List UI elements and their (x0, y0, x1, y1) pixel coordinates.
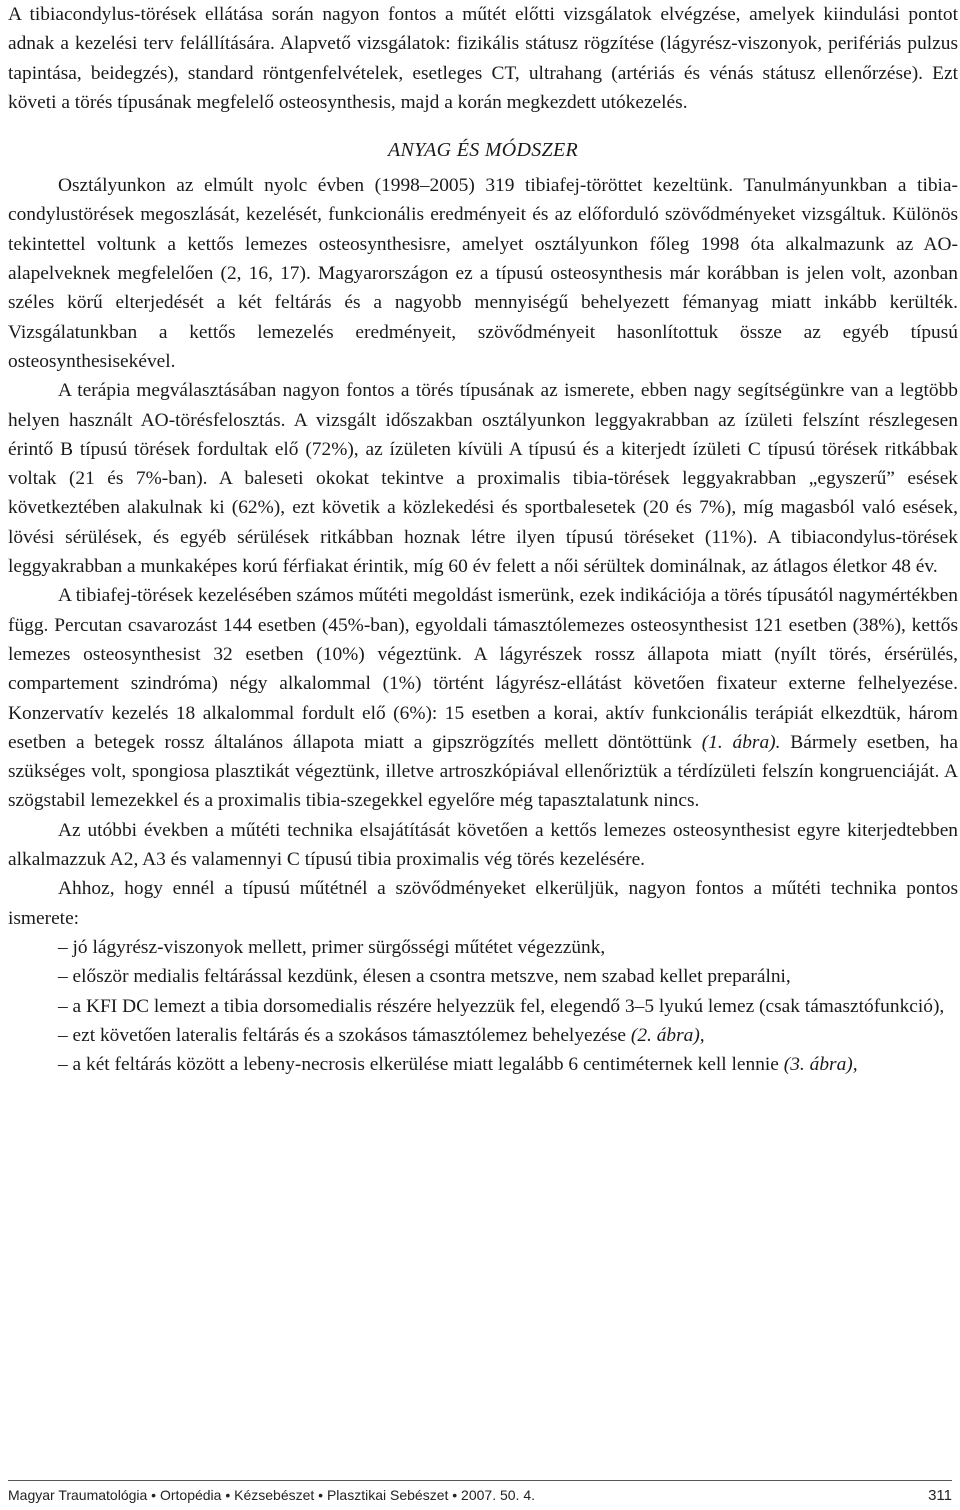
technique-list (8, 933, 958, 1079)
figure-ref-3: (3. ábra), (783, 1054, 858, 1076)
article-page (8, 0, 958, 1079)
methods-paragraph-3-text-b: Bármely esetben, ha szükséges volt, spongiosa plasztikát végeztünk, illetve artroszkópiával ellenőriztük a térdízületi felszín kongruenciáját. A szögstabil lemezekkel és a proximalis tibia-szegekkel egyelőre még tapasztalatunk nincs. (8, 731, 958, 812)
list-item-text: – ezt követően lateralis feltárás és a szokásos támasztólemez behelyezése (58, 1024, 626, 1046)
page-footer (8, 1480, 952, 1504)
figure-ref-1: (1. ábra). (701, 731, 781, 753)
list-item (8, 1021, 958, 1050)
list-item (8, 933, 958, 962)
list-item-text: – jó lágyrész-viszonyok mellett, primer sürgősségi műtétet végezzünk, (58, 936, 606, 958)
methods-paragraph-2: A terápia megválasztásában nagyon fontos a törés típusának az ismerete, ebben nagy segítségünkre van a legtöbb helyen használt AO-törésfelosztás. A vizsgált időszakban osztályunkon leggyakrabban az ízületi felszínt részlegesen érintő B típusú törések fordultak elő (72%), az ízületen kívüli A típusú és a kiterjedt ízületi C típusú törések ritkábbak voltak (21 és 7%-ban). A baleseti okokat tekintve a proximalis tibia-törések leggyakrabban „egyszerű” esések következtében alakulnak ki (62%), ezt követik a közlekedési és sportbalesetek (20 és 7%), míg magasból való esések, lövési sérülések, és egyéb sérülések ritkábban hoznak létre ilyen típusú töréseket (11%). A tibiacondylus-törések leggyakrabban a munkaképes korú férfiakat érintik, míg 60 év felett a női sérültek dominálnak, az átlagos életkor 48 év. (8, 380, 958, 578)
methods-paragraph-3-text-a: A tibiafej-törések kezelésében számos műtéti megoldást ismerünk, ezek indikációja a törés típusától nagymértékben függ. Percutan csavarozást 144 esetben (45%-ban), egyoldali támasztólemezes osteosynthesist 121 esetben (38%), kettős lemezes osteosynthesist 32 esetben (10%) végeztünk. A lágyrészek rossz állapota miatt (nyílt törés, érsérülés, compartement szindróma) négy alkalommal (1%) történt lágyrész-ellátást követően fixateur externe felhelyezése. Konzervatív kezelés 18 alkalommal fordult elő (6%): 15 esetben a korai, aktív funkcionális terápiát elkezdtük, három esetben a betegek rossz általános állapota miatt a gipszrögzítés mellett döntöttünk (8, 585, 958, 753)
list-item (8, 992, 958, 1021)
methods-paragraph-5: Ahhoz, hogy ennél a típusú műtétnél a szövődményeket elkerüljük, nagyon fontos a műtéti technika pontos ismerete: (8, 878, 958, 929)
list-item-text: – először medialis feltárással kezdünk, élesen a csontra metszve, nem szabad kellet preparálni, (58, 966, 791, 988)
intro-paragraph: A tibiacondylus-törések ellátása során nagyon fontos a műtét előtti vizsgálatok elvégzése, amelyek kiindulási pontot adnak a kezelési terv felállítására. Alapvető vizsgálatok: fizikális státusz rögzítése (lágyrész-viszonyok, perifériás pulzus tapintása, beidegzés), standard röntgenfelvételek, esetleges CT, ultrahang (artériás és vénás státusz ellenőrzése). Ezt követi a törés típusának megfelelő osteosynthesis, majd a korán megkezdett utókezelés. (8, 4, 958, 113)
list-item (8, 962, 958, 991)
journal-citation: Magyar Traumatológia • Ortopédia • Kézsebészet • Plasztikai Sebészet • 2007. 50. 4. (8, 1487, 535, 1503)
page-number: 311 (928, 1487, 952, 1504)
list-item (8, 1050, 958, 1079)
section-heading: ANYAG ÉS MÓDSZER (387, 139, 579, 162)
methods-paragraph-4: Az utóbbi években a műtéti technika elsajátítását követően a kettős lemezes osteosynthesist egyre kiterjedtebben alkalmazzuk A2, A3 és valamennyi C típusú tibia proximalis vég törés kezelésére. (8, 819, 958, 871)
figure-ref-2: (2. ábra), (630, 1024, 705, 1046)
list-item-text: – a két feltárás között a lebeny-necrosis elkerülése miatt legalább 6 centiméternek kell lennie (58, 1054, 779, 1076)
methods-paragraph-1: Osztályunkon az elmúlt nyolc évben (1998–2005) 319 tibiafej-töröttet kezeltünk. Tanulmányunkban a tibia-condylustörések megoszlását, kezelését, funkcionális eredményeit és az előforduló szövődményeket vizsgáltuk. Különös tekintettel voltunk a kettős lemezes osteosynthesisre, amelyet osztályunkon főleg 1998 óta alkalmazunk az AO-alapelveknek megfelelően (2, 16, 17). Magyarországon ez a típusú osteosynthesis már korábban is jelen volt, azonban széles körű elterjedését a két feltárás és a nagyobb mennyiségű behelyezett fémanyag miatt inkább kerülték. Vizsgálatunkban a kettős lemezelés eredményeit, szövődményeit hasonlítottuk össze az egyéb típusú osteosynthesisekével. (8, 175, 958, 372)
list-item-text: – a KFI DC lemezt a tibia dorsomedialis részére helyezzük fel, elegendő 3–5 lyukú lemez (csak támasztófunkció), (58, 995, 945, 1017)
methods-paragraph-3 (8, 581, 958, 815)
